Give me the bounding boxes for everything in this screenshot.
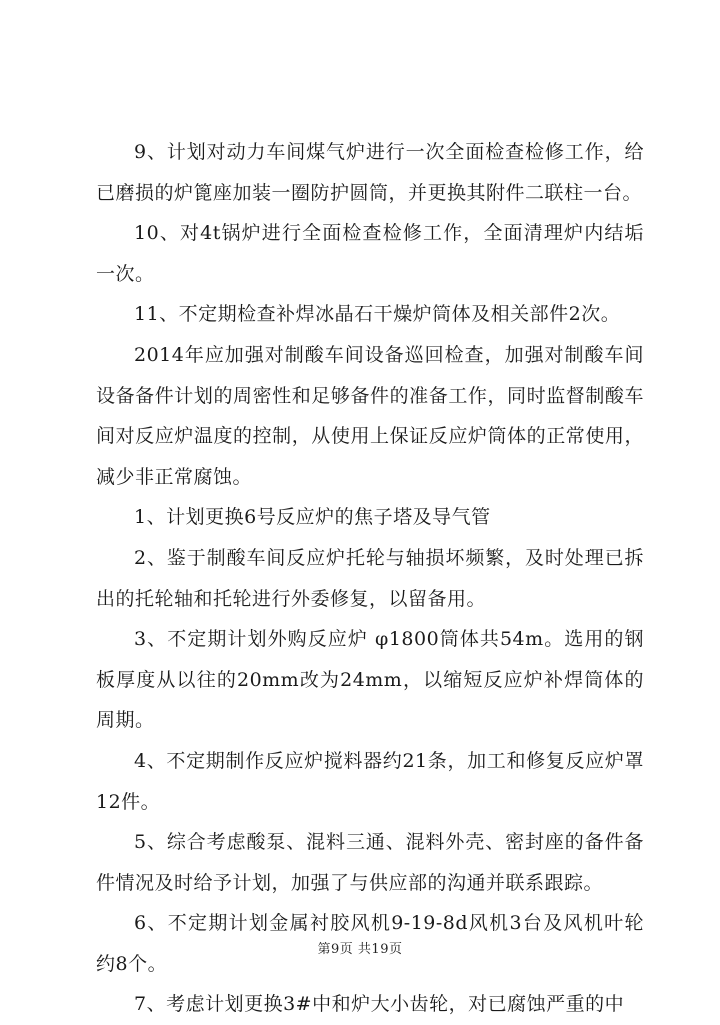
paragraph-item-1: 1、计划更换6号反应炉的焦子塔及导气管 [134,506,491,529]
paragraph-item-5: 5、综合考虑酸泵、混料三通、混料外壳、密封座的备件备件情况及时给予计划，加强了与供应部的沟通并联系跟踪。 [96,831,644,894]
paragraph-item-3: 3、不定期计划外购反应炉 φ1800筒体共54m。选用的钢板厚度从以往的20mm改为24mm，以缩短反应炉补焊筒体的周期。 [96,628,644,732]
paragraph-item-6: 6、不定期计划金属衬胶风机9-19-8d风机3台及风机叶轮约8个。 [96,912,644,975]
document-body [96,132,644,1025]
page-number-footer: 第9页 共19页 [317,942,403,957]
paragraph-item-2: 2、鉴于制酸车间反应炉托轮与轴损坏频繁，及时处理已拆出的托轮轴和托轮进行外委修复，以留备用。 [96,546,644,610]
paragraph-2014-plan: 2014年应加强对制酸车间设备巡回检查，加强对制酸车间设备备件计划的周密性和足够备件的准备工作，同时监督制酸车间对反应炉温度的控制，从使用上保证反应炉筒体的正常使用，减少非正常腐蚀。 [96,343,644,488]
paragraph-item-9: 9、计划对动力车间煤气炉进行一次全面检查检修工作，给已磨损的炉篦座加装一圈防护圆筒，并更换其附件二联柱一台。 [96,141,644,204]
paragraph-item-10: 10、对4t锅炉进行全面检查检修工作，全面清理炉内结垢一次。 [96,222,644,285]
paragraph-item-11: 11、不定期检查补焊冰晶石干燥炉筒体及相关部件2次。 [134,303,621,326]
paragraph-item-4: 4、不定期制作反应炉搅料器约21条，加工和修复反应炉罩12件。 [96,749,644,813]
paragraph-item-7: 7、考虑计划更换3#中和炉大小齿轮，对已腐蚀严重的中 [134,993,625,1016]
